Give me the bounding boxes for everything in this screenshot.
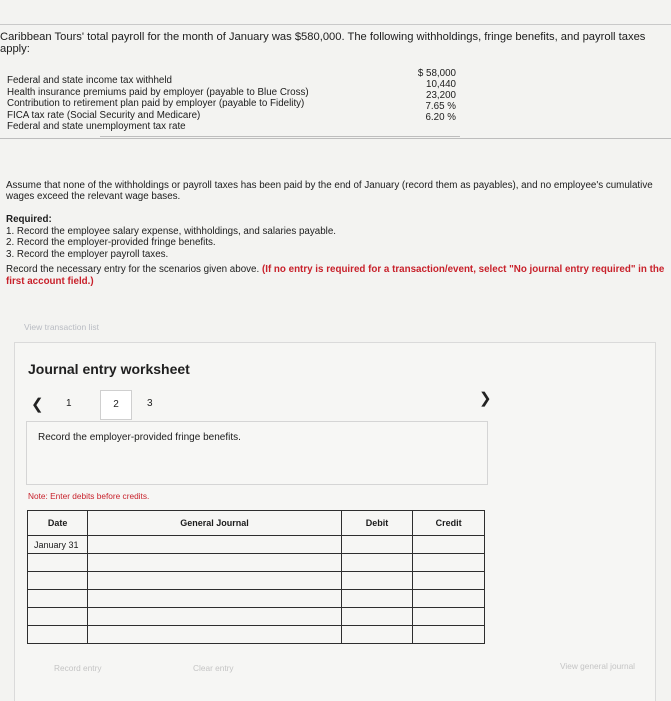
requirement-item: 2. Record the employer-provided fringe benefits.: [6, 237, 216, 248]
payroll-items: [7, 75, 309, 133]
date-cell[interactable]: [28, 608, 88, 626]
item-label: Health insurance premiums paid by employer (payable to Blue Cross): [7, 86, 309, 98]
account-cell[interactable]: [88, 554, 342, 572]
description-box: [26, 421, 488, 485]
credit-cell[interactable]: [413, 608, 485, 626]
record-entry-button[interactable]: Record entry: [54, 663, 102, 673]
item-label: Federal and state income tax withheld: [7, 75, 173, 86]
journal-table: [27, 510, 485, 644]
item-label: Contribution to retirement plan paid by employer (payable to Fidelity): [7, 98, 305, 109]
table-underline: [100, 136, 460, 137]
tab-3[interactable]: 3: [147, 398, 153, 409]
debit-cell[interactable]: [341, 554, 413, 572]
credit-header: Credit: [413, 511, 485, 536]
table-header-row: [28, 511, 485, 536]
worksheet-title: Journal entry worksheet: [28, 361, 190, 377]
section-divider: [0, 138, 671, 139]
date-header: Date: [28, 511, 88, 536]
item-label: Federal and state unemployment tax rate: [7, 121, 186, 132]
view-transaction-list-button[interactable]: View transaction list: [24, 322, 99, 332]
item-label: FICA tax rate (Social Security and Medicare): [7, 109, 201, 121]
table-row: [28, 572, 485, 590]
credit-cell[interactable]: [413, 572, 485, 590]
date-cell[interactable]: [28, 626, 88, 644]
question-intro: Caribbean Tours' total payroll for the month of January was $580,000. The following withholdings, fringe benefits, and payroll taxes apply:: [0, 31, 646, 55]
item-value: 10,440: [426, 79, 456, 90]
account-cell[interactable]: [88, 536, 342, 554]
tab-2[interactable]: 2: [100, 390, 132, 420]
debit-header: Debit: [341, 511, 413, 536]
chevron-right-icon[interactable]: ❯: [479, 390, 492, 407]
entry-description: Record the employer-provided fringe benefits.: [38, 432, 241, 443]
account-cell[interactable]: [88, 572, 342, 590]
credit-cell[interactable]: [413, 536, 485, 554]
requirements: [6, 214, 336, 260]
chevron-left-icon[interactable]: ❮: [31, 396, 44, 413]
journal-header: General Journal: [88, 511, 342, 536]
debit-cell[interactable]: [341, 626, 413, 644]
top-divider: [0, 24, 671, 25]
credit-cell[interactable]: [413, 554, 485, 572]
account-cell[interactable]: [88, 608, 342, 626]
debit-credit-note: Note: Enter debits before credits.: [28, 491, 150, 501]
date-cell[interactable]: [28, 590, 88, 608]
account-cell[interactable]: [88, 626, 342, 644]
view-general-journal-button[interactable]: View general journal: [560, 661, 636, 671]
account-cell[interactable]: [88, 590, 342, 608]
item-value: $ 58,000: [417, 68, 456, 79]
table-row: [28, 626, 485, 644]
record-note: (If no entry is required for a transaction/event, select "No journal entry required" in the first account field.): [6, 264, 665, 287]
requirement-item: 3. Record the employer payroll taxes.: [6, 248, 169, 260]
record-instructions: [6, 264, 666, 287]
table-row: [28, 590, 485, 608]
credit-cell[interactable]: [413, 590, 485, 608]
table-row: [28, 554, 485, 572]
date-cell[interactable]: [28, 572, 88, 590]
item-value: 23,200: [426, 90, 456, 101]
date-cell[interactable]: [28, 554, 88, 572]
assumption-text: Assume that none of the withholdings or payroll taxes has been paid by the end of January (record them as payables), and no employee's cumulative wages exceed the relevant wage bases.: [6, 180, 653, 202]
required-label: Required:: [6, 214, 52, 225]
clear-entry-button[interactable]: Clear entry: [193, 663, 234, 673]
tab-1[interactable]: 1: [66, 398, 72, 409]
date-cell[interactable]: January 31: [28, 536, 88, 554]
item-value: 7.65 %: [425, 101, 456, 112]
debit-cell[interactable]: [341, 608, 413, 626]
record-text: Record the necessary entry for the scenarios given above.: [6, 264, 260, 275]
debit-cell[interactable]: [341, 590, 413, 608]
debit-cell[interactable]: [341, 572, 413, 590]
payroll-values: [380, 68, 456, 123]
item-value: 6.20 %: [425, 112, 456, 123]
credit-cell[interactable]: [413, 626, 485, 644]
debit-cell[interactable]: [341, 536, 413, 554]
requirement-item: 1. Record the employee salary expense, withholdings, and salaries payable.: [6, 225, 337, 237]
table-row: [28, 608, 485, 626]
table-row: [28, 536, 485, 554]
